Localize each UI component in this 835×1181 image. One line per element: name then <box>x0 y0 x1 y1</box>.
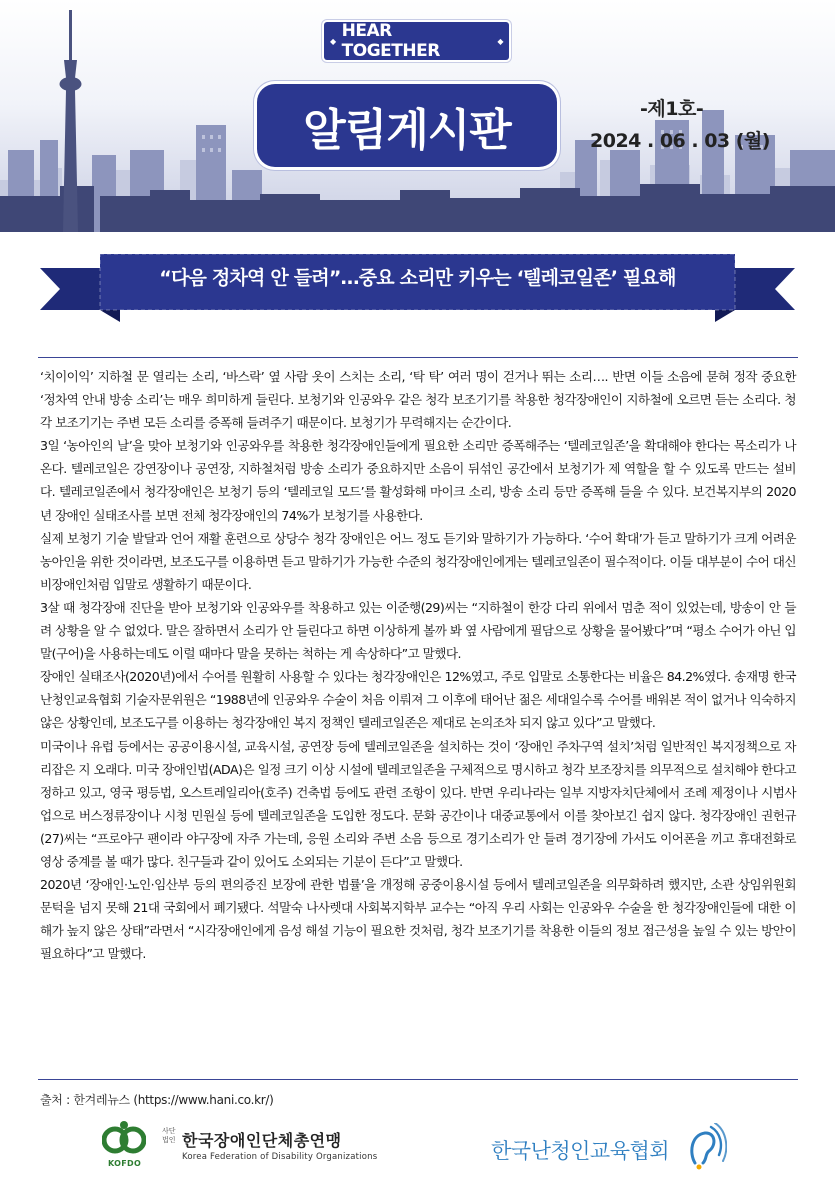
page-title: 알림게시판 <box>257 84 557 167</box>
kad-name: 한국난청인교육협회 <box>491 1139 670 1163</box>
article-paragraph: 실제 보청기 기술 발달과 언어 재활 훈련으로 상당수 청각 장애인은 어느 정도 듣기와 말하기가 가능하다. ‘수어 확대’가 듣고 말하기가 크게 어려운 농아인을 위한 것이라면, 보조도구를 이용하면 듣고 말하기가 가능한 수준의 청각장애인에게는 텔레코일존이 필수적이다. 이들 대부분이 수어 대신 비장애인처럼 입말로 생활하기 때문이다. <box>40 530 796 592</box>
top-divider <box>38 357 798 358</box>
header-banner <box>0 0 835 232</box>
kofdo-emblem-icon <box>102 1119 146 1159</box>
article-paragraph: 장애인 실태조사(2020년)에서 수어를 원활히 사용할 수 있다는 청각장애인은 12%였고, 주로 입말로 소통한다는 비율은 84.2%였다. 송재명 한국난청인교육협회 기술자문위원은 “1988년에 인공와우 수술이 처음 이뤄져 그 이후에 태어난 젊은 세대일수록 수어를 배워본 적이 없거나 익숙하지 않은 상황인데, 보조도구를 이용하는 청각장애인 복지 정책인 텔레코일존은 제대로 논의조차 되지 않고 있다”고 말했다. <box>40 669 796 731</box>
kofdo-corporate-label: 사단법인 <box>162 1127 176 1144</box>
series-tag <box>324 22 509 60</box>
kofdo-name-english: Korea Federation of Disability Organizations <box>182 1152 378 1162</box>
kofdo-logo <box>102 1117 382 1173</box>
issue-number: -제1호- <box>640 98 704 120</box>
kad-logo <box>487 1121 737 1176</box>
kofdo-abbreviation: KOFDO <box>108 1159 142 1168</box>
kofdo-name-korean: 한국장애인단체총연맹 <box>182 1131 342 1150</box>
bottom-divider <box>38 1079 798 1080</box>
article-paragraph: 2020년 ‘장애인·노인·임산부 등의 편의증진 보장에 관한 법률’을 개정해 공중이용시설 등에서 텔레코일존을 의무화하려 했지만, 소관 상임위원회 문턱을 넘지 못해 21대 국회에서 폐기됐다. 석말숙 나사렛대 사회복지학부 교수는 “아직 우리 사회는 인공와우 수술을 한 청각장애인들에 대한 이해가 높지 않은 상태”라면서 “시각장애인에게 음성 해설 기능이 필요한 것처럼, 청각 보조기기를 착용한 이들의 정보 접근성을 높일 수 있는 방안이 필요하다”고 말했다. <box>40 877 796 962</box>
article-paragraph: ‘치이이익’ 지하철 문 열리는 소리, ‘바스락’ 옆 사람 옷이 스치는 소리, ‘탁 탁’ 여러 명이 걷거나 뛰는 소리…. 반면 이들 소음에 묻혀 정작 중요한 ‘정차역 안내 방송 소리’는 매우 희미하게 들린다. 보청기와 인공와우 같은 청각 보조기기를 착용한 청각장애인이 지하철에 오르면 듣는 소리다. 청각 보조기기는 주변 모든 소리를 증폭해 들려주기 때문이다. 보청기가 무력해지는 순간이다. <box>40 369 796 431</box>
diamond-icon: ◆ <box>497 36 503 46</box>
article-paragraph: 3살 때 청각장애 진단을 받아 보청기와 인공와우를 착용하고 있는 이준행(29)씨는 “지하철이 한강 다리 위에서 멈춘 적이 있었는데, 방송이 안 들려 상황을 알 수 없었다. 말은 잘하면서 소리가 안 들린다고 하면 이상하게 볼까 봐 옆 사람에게 필담으로 상황을 물어봤다”며 “평소 수어가 아닌 입말(구어)을 사용하는데도 이럴 때마다 말을 못하는 척하는 게 속상하다”고 말했다. <box>40 599 796 662</box>
article-body <box>40 365 796 965</box>
article-paragraph: 3일 ‘농아인의 날’을 맞아 보청기와 인공와우를 착용한 청각장애인들에게 필요한 소리만 증폭해주는 ‘텔레코일존’을 확대해야 한다는 목소리가 나온다. 텔레코일은 강연장이나 공연장, 지하철처럼 방송 소리가 중요하지만 소음이 뒤섞인 공간에서 보청기가 제 역할을 할 수 있도록 만드는 설비다. 텔레코일존에서 청각장애인은 보청기 등의 ‘텔레코일 모드’를 활성화해 마이크 소리, 방송 소리 등만 증폭해 들을 수 있다. 보건복지부의 2020년 장애인 실태조사를 보면 전체 청각장애인의 74%가 보청기를 사용한다. <box>40 438 796 523</box>
article-headline: “다음 정차역 안 들려”…중요 소리만 키우는 ‘텔레코일존’ 필요해 <box>159 267 676 289</box>
hearing-ear-icon <box>687 1123 727 1173</box>
article-paragraph: 미국이나 유럽 등에서는 공공이용시설, 교육시설, 공연장 등에 텔레코일존을 설치하는 것이 ‘장애인 주차구역 설치’처럼 일반적인 복지정책으로 자리잡은 지 오래다. 미국 장애인법(ADA)은 일정 크기 이상 시설에 텔레코일존을 구체적으로 명시하고 청각 보조장치를 의무적으로 설치해야 한다고 정하고 있고, 영국 평등법, 오스트레일리아(호주) 건축법 등에도 관련 조항이 있다. 반면 우리나라는 일부 지방자치단체에서 조례 제정이나 시범사업으로 버스정류장이나 시청 민원실 등에 텔레코일존을 도입한 정도다. 문화 공간이나 대중교통에서 이를 찾아보긴 쉽지 않다. 청각장애인 권헌규(27)씨는 “프로야구 팬이라 야구장에 자주 가는데, 응원 소리와 주변 소음 등으로 경기소리가 안 들려 경기장에 가서도 이어폰을 끼고 휴대전화로 영상 중계를 볼 때가 많다. 친구들과 같이 있어도 소외되는 기분이 든다”고 말했다. <box>40 738 796 869</box>
source-credit: 출처 : 한겨레뉴스 (https://www.hani.co.kr/) <box>40 1093 274 1107</box>
series-tag-label: HEAR TOGETHER <box>341 21 440 61</box>
diamond-icon: ◆ <box>330 36 336 46</box>
issue-date: 2024 . 06 . 03 (월) <box>590 130 770 152</box>
